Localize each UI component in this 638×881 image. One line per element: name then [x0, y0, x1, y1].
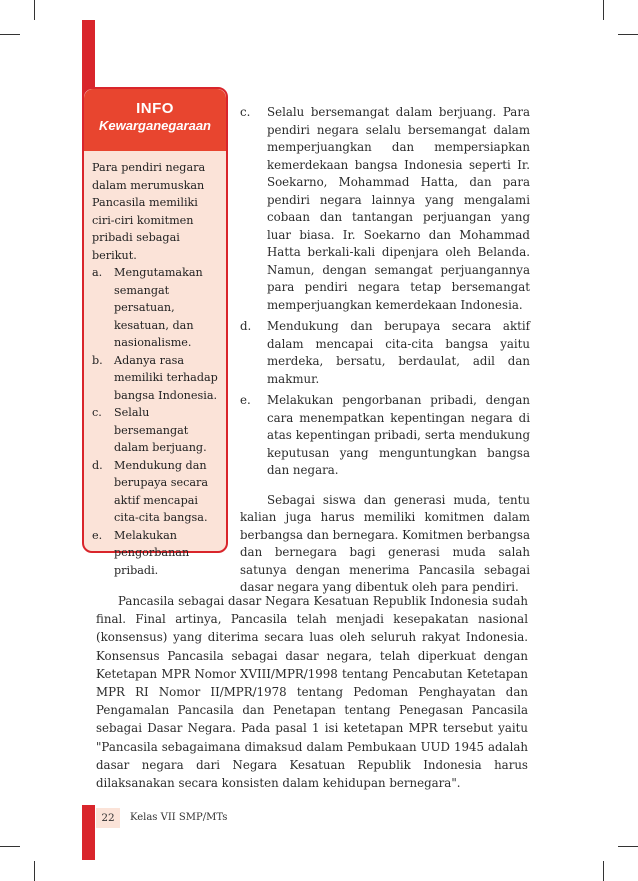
list-letter: a. [92, 266, 103, 279]
body-paragraph: Pancasila sebagai dasar Negara Kesatuan Republik Indonesia sudah final. Final artinya, Pancasila telah menjadi kesepakatan nasional (konsensus) yang diterima secara luas oleh seluruh rakyat Indonesia. Konsensus Pancasila sebagai dasar negara, telah diperkuat dengan Ketetapan MPR Nomor XVIII/MPR/1998 tentang Pencabutan Ketetapan MPR RI Nomor II/MPR/1978 tentang Pedoman Penghayatan dan Pengamalan Pancasila dan Penetapan tentang Penegasan Pancasila sebagai Dasar Negara. Pada pasal 1 isi ketetapan MPR tersebut yaitu "Pancasila sebagaimana dimaksud dalam Pembukaan UUD 1945 adalah dasar negara dari Negara Kesatuan Republik Indonesia harus dilaksanakan secara konsisten dalam kehidupan bernegara". [96, 594, 528, 791]
list-text: Selalu bersemangat dalam berjuang. Para pendiri negara selalu bersemangat dalam memperjuangkan dan mempersiapkan kemerdekaan bangsa Indonesia seperti Ir. Soekarno, Mohammad Hatta, dan para pendiri negara lainnya yang mengalami cobaan dan tantangan perjuangan yang luar biasa. Ir. Soekarno dan Mohammad Hatta berkali-kali dipenjara oleh Belanda. Namun, dengan semangat perjuangannya para pendiri negara tetap bersemangat memperjuangkan kemerdekaan Indonesia. [267, 105, 530, 312]
list-item [240, 392, 530, 480]
crop-mark [0, 846, 20, 847]
list-text: Mendukung dan berupaya secara aktif mencapai cita-cita bangsa. [114, 458, 209, 524]
list-item [240, 318, 530, 388]
bottom-red-band [82, 805, 95, 860]
list-text: Adanya rasa memiliki terhadap bangsa Indonesia. [114, 353, 218, 402]
list-letter: e. [92, 528, 103, 542]
page-number: 22 [96, 808, 120, 828]
info-title: INFO [136, 100, 174, 117]
info-list-item [92, 264, 218, 352]
list-text: Mendukung dan berupaya secara aktif dalam mencapai cita-cita bangsa yaitu merdeka, bersatu, berdaulat, adil dan makmur. [267, 319, 530, 386]
info-list-item [92, 404, 218, 457]
list-letter: e. [240, 393, 251, 407]
crop-mark [618, 846, 638, 847]
list-text: Melakukan pengorbanan pribadi, dengan cara menempatkan kepentingan negara di atas kepentingan pribadi, serta mendukung keputusan yang menguntungkan bangsa dan negara. [267, 393, 530, 477]
info-header [84, 89, 226, 151]
crop-mark [34, 861, 35, 881]
crop-mark [603, 861, 604, 881]
crop-mark [618, 34, 638, 35]
book-title: Kelas VII SMP/MTs [130, 812, 228, 823]
list-letter: c. [240, 105, 251, 119]
list-text: Mengutamakan semangat persatuan, kesatuan, dan nasionalisme. [114, 266, 203, 349]
info-list-item [92, 527, 218, 580]
info-list-item [92, 352, 218, 405]
right-column [240, 104, 530, 597]
info-list-item [92, 457, 218, 527]
info-list [92, 264, 218, 579]
list-text: Selalu bersemangat dalam berjuang. [114, 406, 207, 454]
crop-mark [34, 0, 35, 20]
body-paragraph: Sebagai siswa dan generasi muda, tentu kalian juga harus memiliki komitmen dalam berbangsa dan bernegara. Komitmen berbangsa dan bernegara bagi generasi muda salah satunya dengan menerima Pancasila sebagai dasar negara yang dibentuk oleh para pendiri. [240, 492, 530, 594]
info-box [82, 87, 228, 577]
main-text [96, 592, 528, 792]
list-letter: d. [240, 319, 252, 333]
crop-mark [0, 34, 20, 35]
list-text: Melakukan pengorbanan pribadi. [114, 528, 190, 577]
info-subtitle: Kewarganegaraan [99, 118, 211, 133]
list-letter: c. [92, 406, 102, 419]
crop-mark [603, 0, 604, 20]
info-intro: Para pendiri negara dalam merumuskan Pancasila memiliki ciri-ciri komitmen pribadi sebagai berikut. [92, 161, 206, 262]
list-letter: b. [92, 353, 103, 367]
list-letter: d. [92, 458, 103, 472]
list-item [240, 104, 530, 314]
info-body [84, 151, 226, 579]
